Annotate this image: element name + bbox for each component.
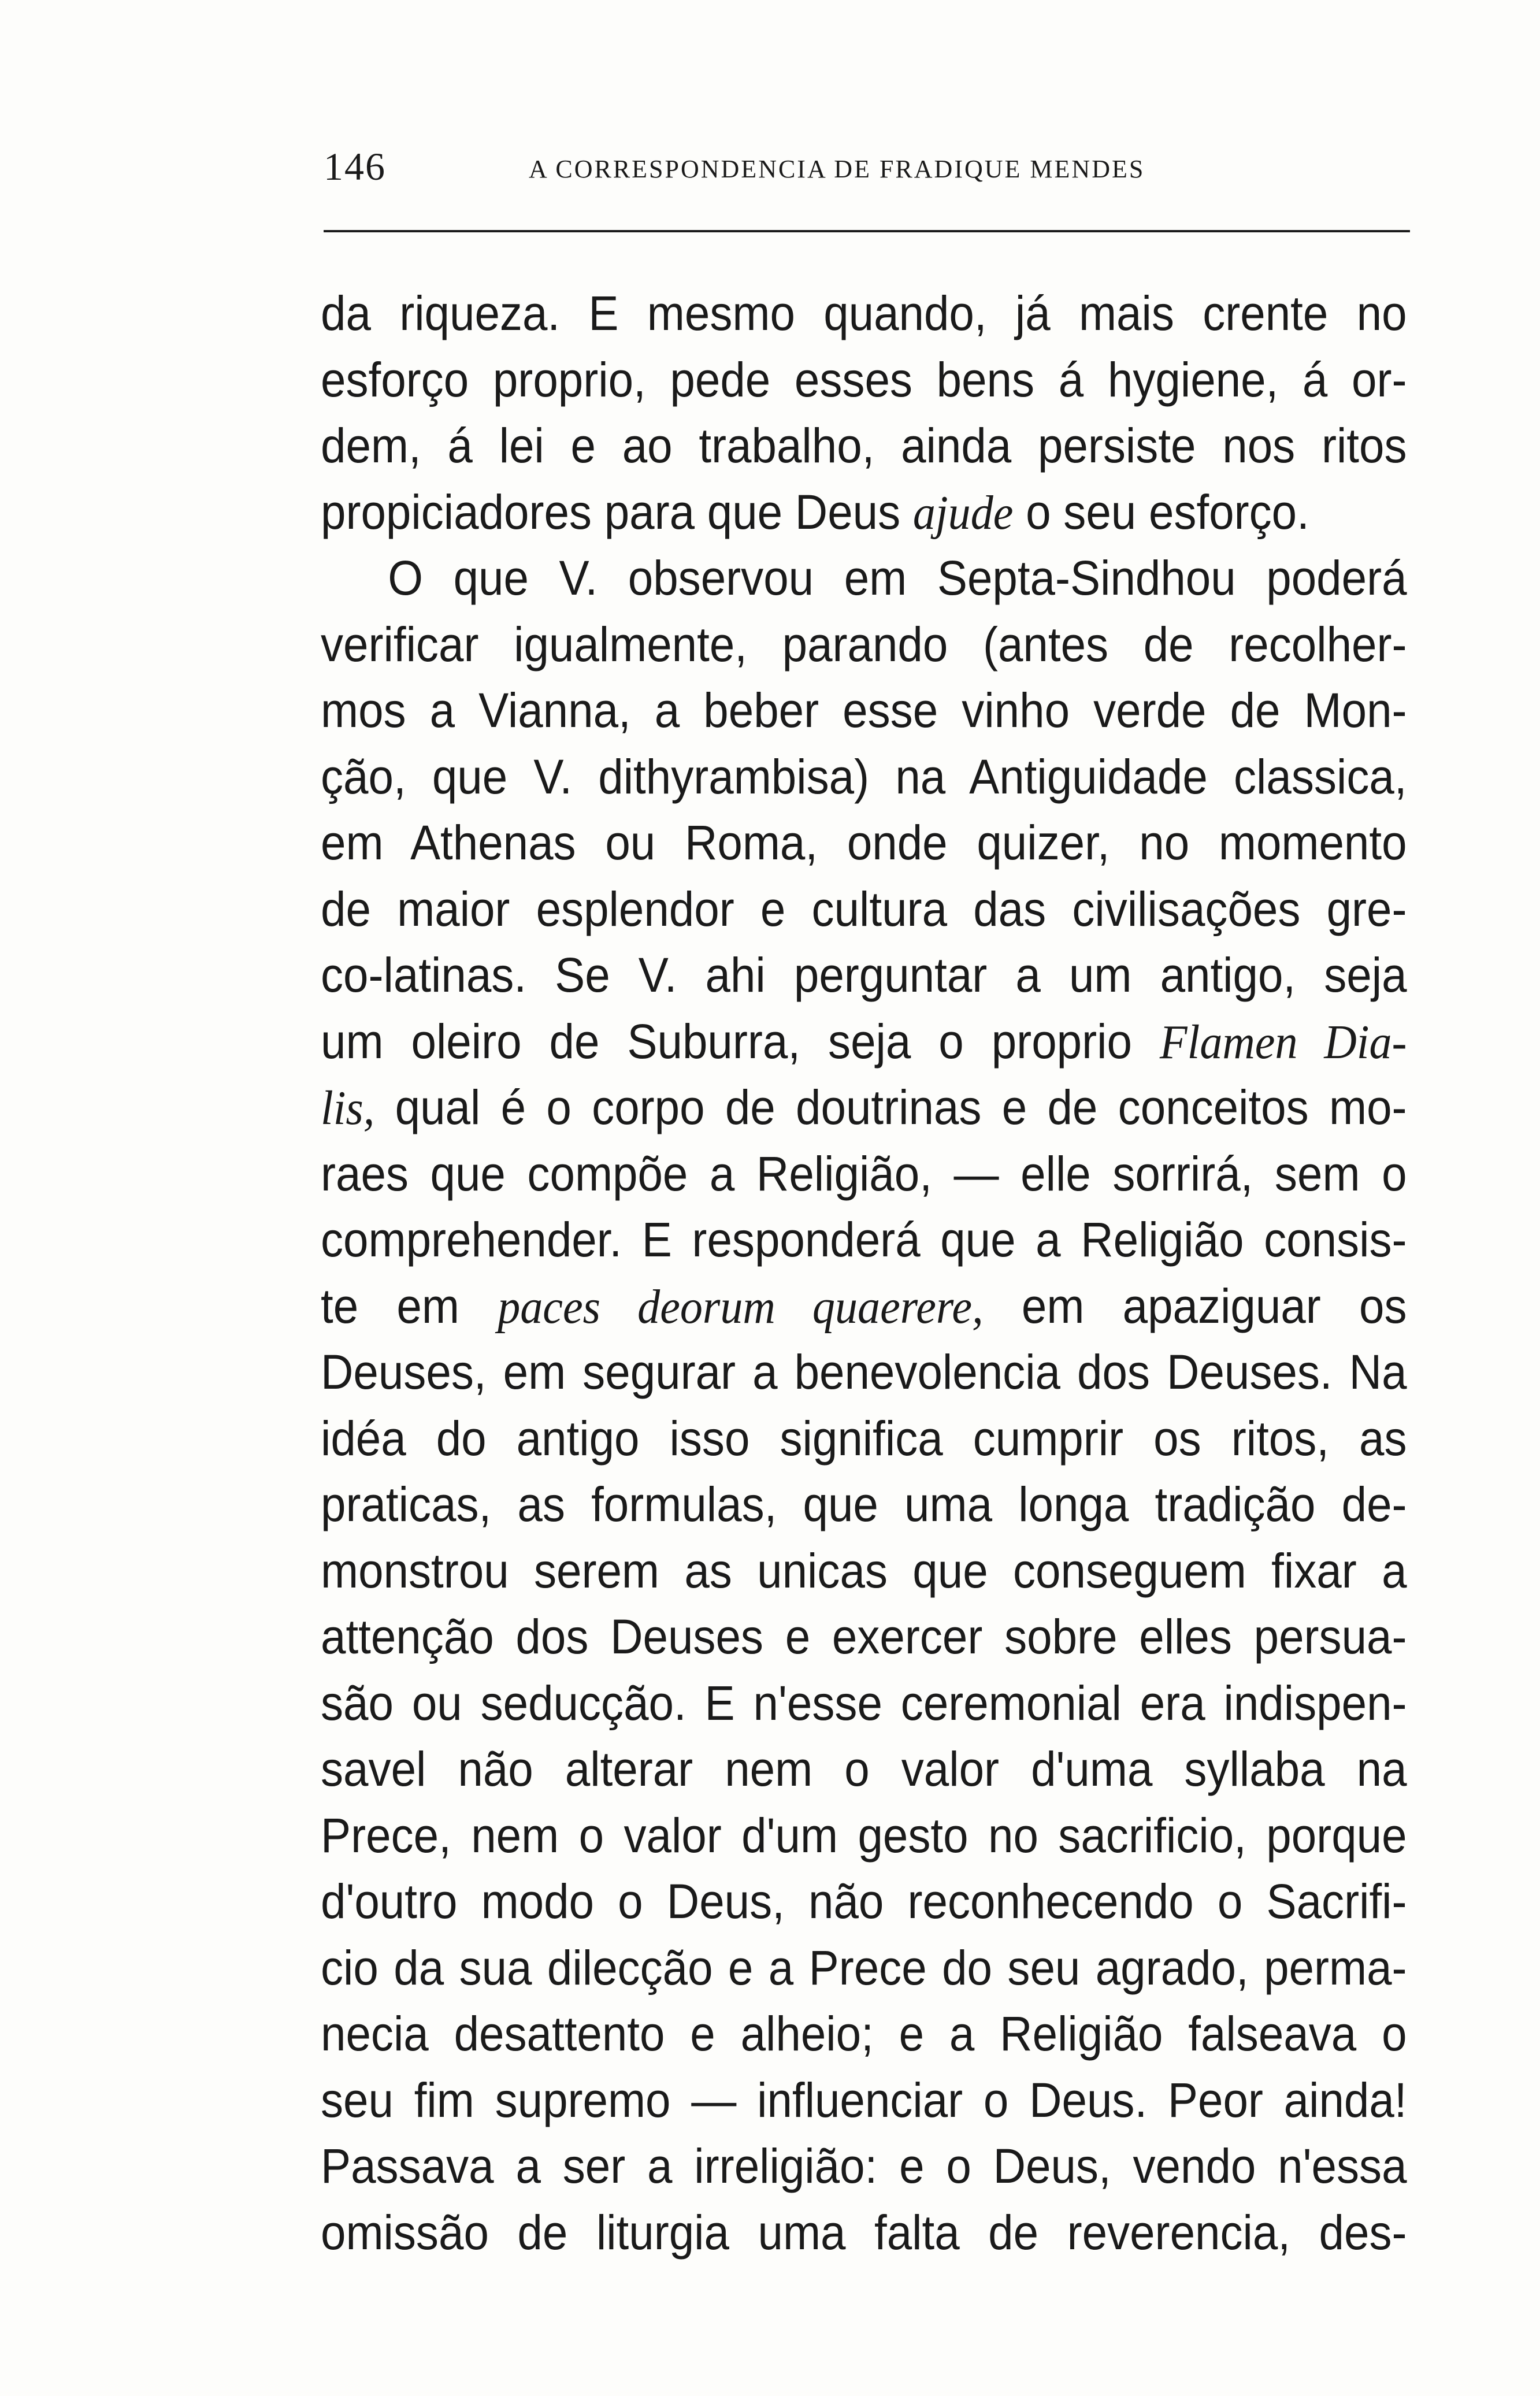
text-line: Passava a ser a irreligião: e o Deus, vendo n'essa: [321, 2139, 1407, 2193]
text-line: savel não alterar nem o valor d'uma syllaba na: [321, 1742, 1407, 1796]
text-line: co-latinas. Se V. ahi perguntar a um antigo, seja: [321, 948, 1407, 1002]
text-line: praticas, as formulas, que uma longa tradição de-: [321, 1477, 1407, 1531]
text-line: O que V. observou em Septa-Sindhou poderá: [388, 551, 1407, 605]
text-line: monstrou serem as unicas que conseguem fixar a: [321, 1543, 1407, 1598]
page-header: [324, 143, 1410, 190]
text-line: lis, qual é o corpo de doutrinas e de conceitos mo-: [321, 1080, 1407, 1135]
italic-word: lis,: [321, 1081, 375, 1135]
text-line: mos a Vianna, a beber esse vinho verde de Mon-: [321, 683, 1407, 737]
text-line: d'outro modo o Deus, não reconhecendo o Sacrifi-: [321, 1874, 1407, 1928]
text-line: são ou seducção. E n'esse ceremonial era indispen-: [321, 1675, 1407, 1730]
italic-word: ajude: [912, 485, 1014, 540]
text-line: da riqueza. E mesmo quando, já mais crente no: [321, 286, 1407, 340]
text-line: propiciadores para que Deus ajude o seu esforço.: [321, 484, 1309, 540]
text-line: Prece, nem o valor d'um gesto no sacrificio, porque: [321, 1808, 1407, 1863]
text-line: seu fim supremo — influenciar o Deus. Peor ainda!: [321, 2072, 1407, 2127]
text-line: cio da sua dilecção e a Prece do seu agrado, perma-: [321, 1940, 1407, 1995]
text-line: te em paces deorum quaerere, em apaziguar os: [321, 1278, 1407, 1334]
text-line: um oleiro de Suburra, seja o proprio Flamen Dia-: [321, 1014, 1407, 1069]
text-line: ção, que V. dithyrambisa) na Antiguidade classica,: [321, 749, 1407, 804]
italic-word: Flamen Dia-: [1159, 1015, 1407, 1069]
header-rule: [324, 230, 1410, 232]
italic-phrase: paces deorum quaerere,: [498, 1279, 984, 1334]
text-line: esforço proprio, pede esses bens á hygiene, á or-: [321, 352, 1407, 407]
page-number: 146: [324, 144, 386, 188]
running-title: A CORRESPONDENCIA DE FRADIQUE MENDES: [529, 155, 1145, 183]
body-text: [321, 280, 1407, 2265]
text-line: de maior esplendor e cultura das civilisações gre-: [321, 881, 1407, 936]
text-line: em Athenas ou Roma, onde quizer, no momento: [321, 815, 1407, 870]
text-line: dem, á lei e ao trabalho, ainda persiste nos ritos: [321, 418, 1407, 473]
text-line: necia desattento e alheio; e a Religião falseava o: [321, 2006, 1407, 2061]
text-line: raes que compõe a Religião, — elle sorrirá, sem o: [321, 1146, 1407, 1201]
text-line: idéa do antigo isso significa cumprir os ritos, as: [321, 1411, 1407, 1466]
text-line: Deuses, em segurar a benevolencia dos Deuses. Na: [321, 1345, 1407, 1399]
text-line: omissão de liturgia uma falta de reverencia, des-: [321, 2205, 1407, 2260]
text-line: attenção dos Deuses e exercer sobre elles persua-: [321, 1609, 1407, 1664]
text-line: verificar igualmente, parando (antes de recolher-: [321, 617, 1407, 672]
text-line: comprehender. E responderá que a Religião consis-: [321, 1212, 1407, 1267]
